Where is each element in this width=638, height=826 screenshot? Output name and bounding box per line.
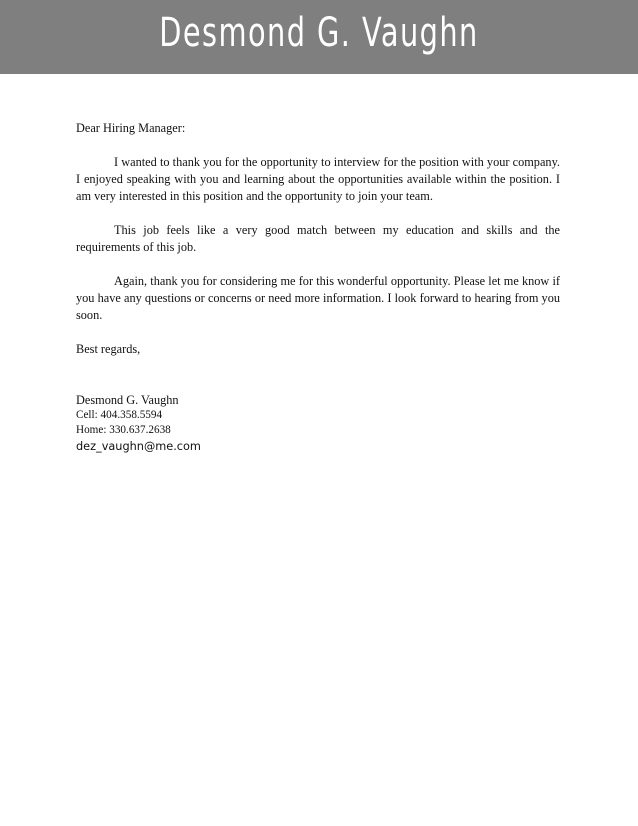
header-band bbox=[0, 0, 638, 74]
signature-home: Home: 330.637.2638 bbox=[76, 424, 171, 436]
signature-block bbox=[76, 392, 560, 455]
letter-body bbox=[76, 120, 560, 455]
signature-cell: Cell: 404.358.5594 bbox=[76, 409, 163, 421]
header-name: Desmond G. Vaughn bbox=[159, 10, 479, 56]
paragraph-match: This job feels like a very good match between my education and skills and the requirements of this job. bbox=[76, 223, 560, 254]
paragraph-closing: Again, thank you for considering me for this wonderful opportunity. Please let me know if you have any questions or concerns or need more information. I look forward to hearing from you soon. bbox=[76, 274, 560, 322]
salutation: Dear Hiring Manager: bbox=[76, 121, 186, 135]
signature-name: Desmond G. Vaughn bbox=[76, 393, 179, 407]
paragraph-thanks: I wanted to thank you for the opportunity to interview for the position with your company. I enjoyed speaking with you and learning about the opportunities available within the position. I am very interested in this position and the opportunity to join your team. bbox=[76, 155, 560, 203]
closing: Best regards, bbox=[76, 342, 141, 356]
signature-email: dez_vaughn@me.com bbox=[76, 440, 201, 453]
